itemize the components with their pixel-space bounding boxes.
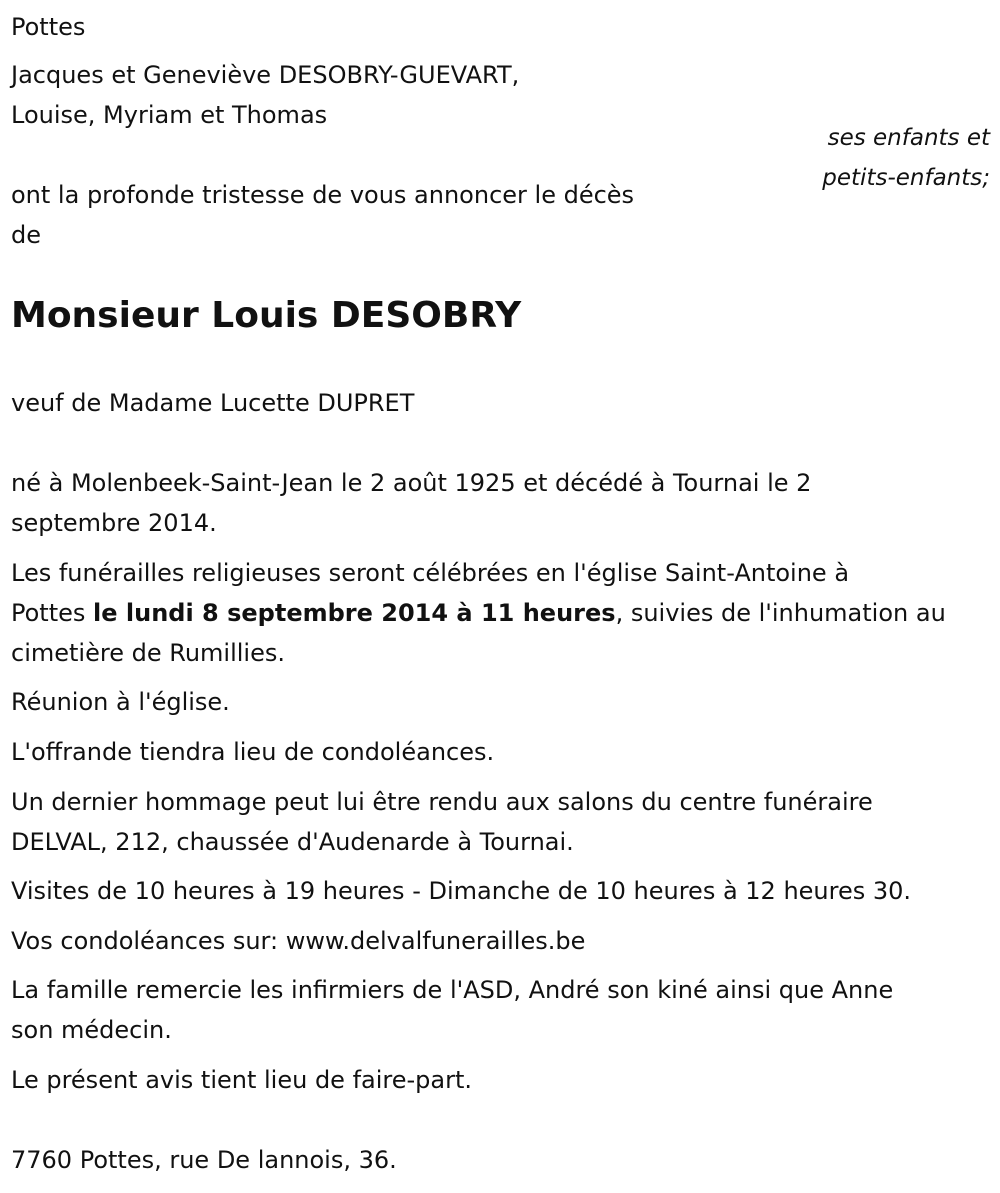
funeral-line-1: Les funérailles religieuses seront célébrées en l'église Saint-Antoine à: [11, 559, 850, 587]
funeral-burial: , suivies de l'inhumation au: [615, 599, 946, 627]
announce-line-1: ont la profonde tristesse de vous annoncer le décès: [11, 181, 635, 209]
address: 7760 Pottes, rue De lannois, 36.: [11, 1146, 397, 1174]
family-line-2: Louise, Myriam et Thomas: [11, 101, 328, 129]
relation-line-2: petits-enfants;: [822, 165, 990, 191]
birth-line-1: né à Molenbeek-Saint-Jean le 2 août 1925 et décédé à Tournai le 2: [11, 469, 812, 497]
locality: Pottes: [11, 13, 86, 41]
offering: L'offrande tiendra lieu de condoléances.: [11, 738, 495, 766]
meeting: Réunion à l'église.: [11, 688, 230, 716]
condolences-label: Vos condoléances sur:: [11, 927, 286, 955]
funeral-line-2: [11, 593, 946, 633]
relation-line-1: ses enfants et: [827, 125, 990, 151]
tribute-line-2: DELVAL, 212, chaussée d'Audenarde à Tournai.: [11, 828, 574, 856]
condolences: [11, 921, 585, 961]
funeral-datetime: le lundi 8 septembre 2014 à 11 heures: [93, 599, 616, 627]
visits: Visites de 10 heures à 19 heures - Dimanche de 10 heures à 12 heures 30.: [11, 877, 912, 905]
funeral-place: Pottes: [11, 599, 94, 627]
tribute-line-1: Un dernier hommage peut lui être rendu aux salons du centre funéraire: [11, 788, 873, 816]
funeral-line-3: cimetière de Rumillies.: [11, 639, 285, 667]
birth-line-2: septembre 2014.: [11, 509, 217, 537]
deceased-name: Monsieur Louis DESOBRY: [11, 295, 522, 336]
thanks-line-1: La famille remercie les infirmiers de l'ASD, André son kiné ainsi que Anne: [11, 976, 894, 1004]
family-line-1: Jacques et Geneviève DESOBRY-GUEVART,: [11, 61, 520, 89]
widow-of: veuf de Madame Lucette DUPRET: [11, 389, 415, 417]
notice: Le présent avis tient lieu de faire-part.: [11, 1066, 473, 1094]
condolences-link[interactable]: www.delvalfunerailles.be: [285, 927, 586, 955]
announce-line-2: de: [11, 221, 41, 249]
thanks-line-2: son médecin.: [11, 1016, 172, 1044]
